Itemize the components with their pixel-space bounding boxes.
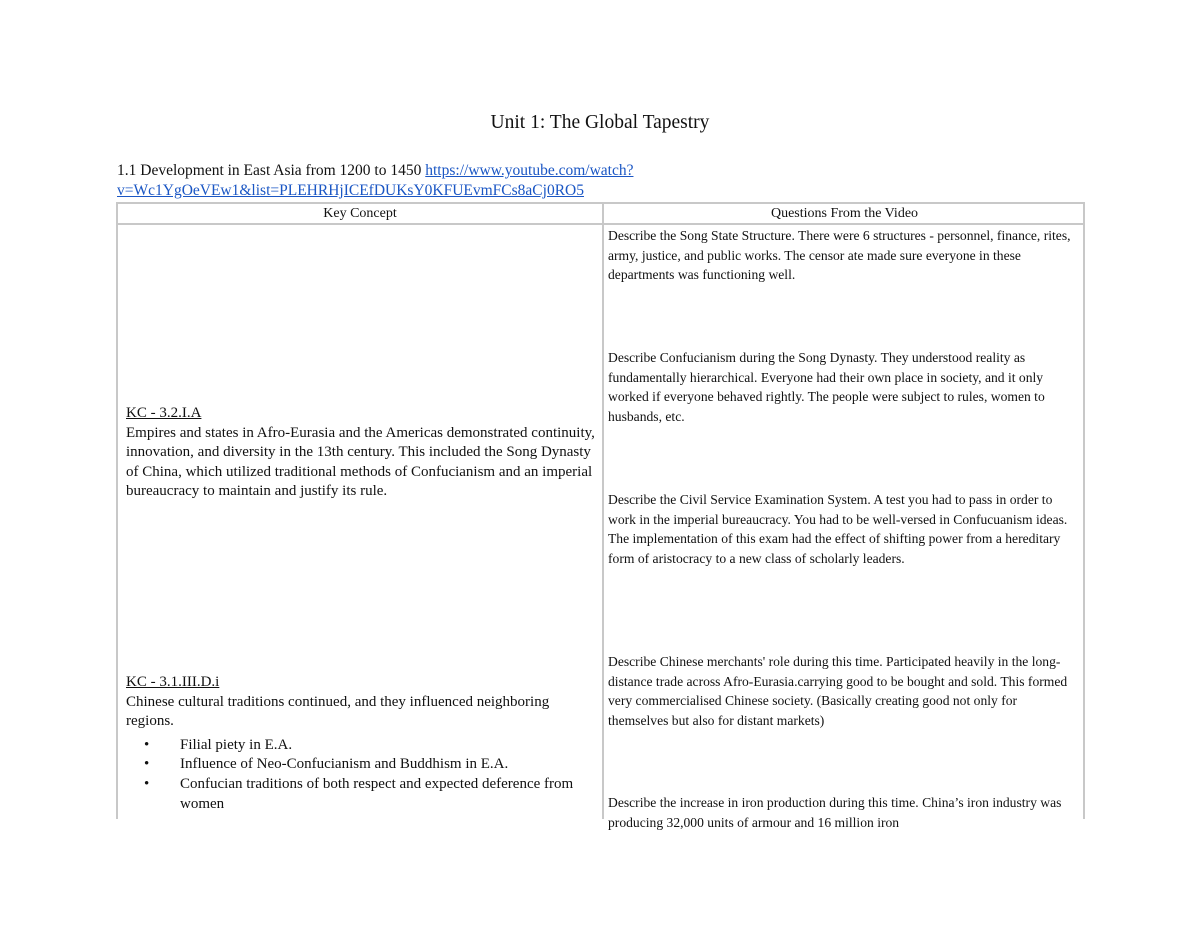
- question-answer-3: Describe the Civil Service Examination System. A test you had to pass in order to work in the imperial bureaucracy. You had to be well-versed in Confucuanism ideas. The implementation of this exam had the effect of shifting power from a hereditary form of aristocracy to a new class of scholarly leaders.: [608, 492, 1068, 566]
- bullet-icon: •: [144, 756, 150, 773]
- bullet-text: Confucian traditions of both respect and expected deference from women: [180, 775, 574, 812]
- key-concept-bullet-list: [126, 736, 596, 814]
- question-answer-1: Describe the Song State Structure. There were 6 structures - personnel, finance, rites, army, justice, and public works. The censor ate made sure everyone in these departments was functioning well.: [608, 228, 1071, 283]
- list-item: [126, 736, 596, 756]
- header-questions: Questions From the Video: [770, 206, 919, 221]
- document-title: Unit 1: The Global Tapestry: [490, 112, 710, 133]
- key-concept-code: KC - 3.1.III.D.i: [126, 674, 220, 690]
- question-answer-5: Describe the increase in iron production during this time. China’s iron industry was producing 32,000 units of armour and 16 million iron: [608, 795, 1062, 830]
- key-concept-2: [126, 673, 596, 814]
- key-concept-code: KC - 3.2.I.A: [126, 405, 202, 421]
- bullet-text: Filial piety in E.A.: [180, 736, 293, 753]
- column-divider: [602, 204, 604, 819]
- header-divider: [118, 223, 1083, 225]
- concept-table: [116, 202, 1085, 830]
- header-key-concept: Key Concept: [323, 206, 397, 221]
- key-concept-text: Empires and states in Afro-Eurasia and the Americas demonstrated continuity, innovation, and diversity in the 13th century. This included the Song Dynasty of China, which utilized traditional methods of Confucianism and an imperial bureaucracy to maintain and justify its rule.: [126, 424, 595, 500]
- video-link[interactable]: https://www.youtube.com/watch?v=Wc1YgOeVEw1&list=PLEHRHjICEfDUKsY0KFUEvmFCs8aCj0RO5: [117, 162, 634, 199]
- list-item: [126, 775, 596, 814]
- bullet-icon: •: [144, 736, 150, 753]
- section-heading: [117, 161, 757, 201]
- bullet-text: Influence of Neo-Confucianism and Buddhism in E.A.: [180, 756, 509, 773]
- question-answer-4: Describe Chinese merchants' role during this time. Participated heavily in the long-distance trade across Afro-Eurasia.carrying good to be bought and sold. This formed very commercialised Chinese society. (Basically creating good not only for themselves but also for distant markets): [608, 654, 1068, 728]
- key-concept-text: Chinese cultural traditions continued, and they influenced neighboring regions.: [126, 693, 550, 730]
- key-concept-1: [126, 404, 596, 502]
- bullet-icon: •: [144, 775, 150, 792]
- section-heading-text: 1.1 Development in East Asia from 1200 to 1450: [117, 162, 426, 179]
- list-item: [126, 755, 596, 775]
- question-answer-2: Describe Confucianism during the Song Dynasty. They understood reality as fundamentally hierarchical. Everyone had their own place in society, and it only worked if everyone behaved rightly. The people were subject to rules, women to husbands, etc.: [608, 350, 1045, 424]
